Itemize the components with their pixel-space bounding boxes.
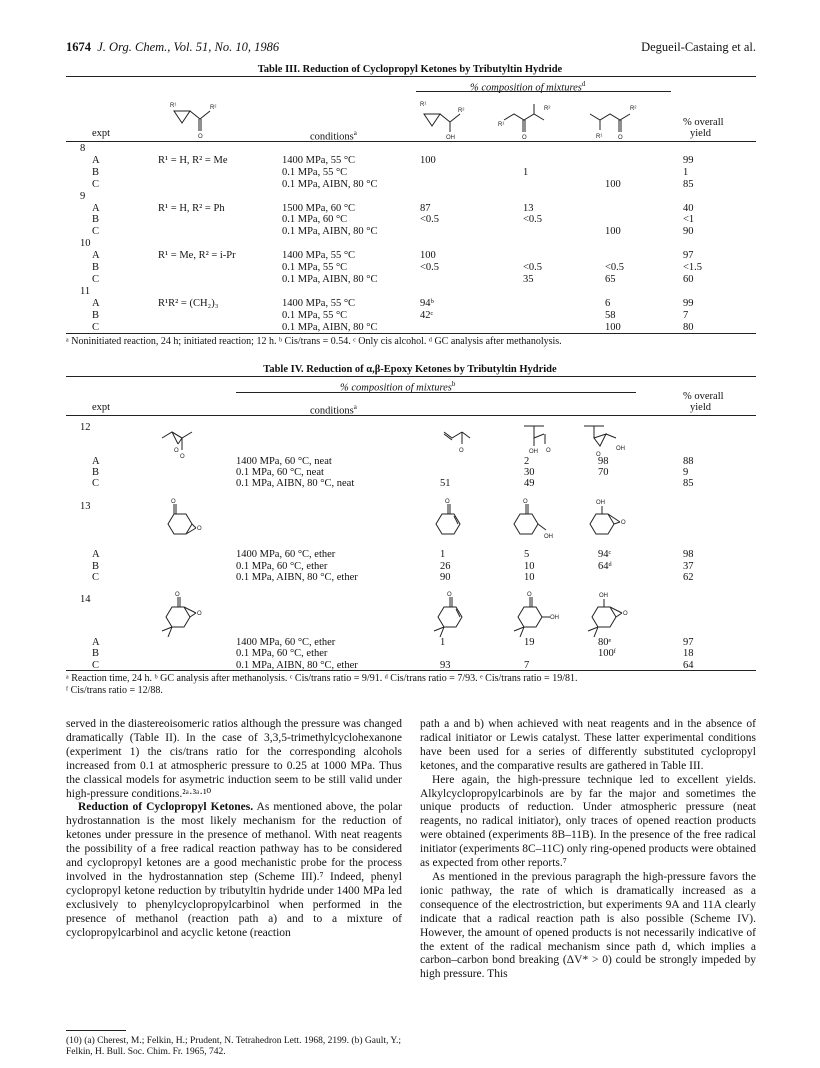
oh-label: OH	[616, 446, 625, 452]
table4-conditions-cell: 0.1 MPa, 60 °C, ether	[236, 648, 328, 659]
table4-yield-cell: 97	[683, 637, 694, 648]
table3-h-yield2: yield	[690, 128, 711, 139]
expt14-product2-structure	[510, 593, 570, 643]
table4-product2-cell: 49	[524, 478, 535, 489]
expt12-product1-structure	[440, 420, 480, 460]
table4-product2-cell: 2	[524, 456, 530, 467]
oh-label: OH	[599, 593, 608, 599]
table4-yield-cell: 37	[683, 561, 694, 572]
table3-expt-cell: A	[92, 154, 100, 166]
table4-conditions-cell: 1400 MPa, 60 °C, ether	[236, 549, 336, 560]
table4-yield-cell: 85	[683, 478, 694, 489]
right-paragraph-3: As mentioned in the previous paragraph the high-pressure favors the ionic pathway, the rate of which is dramatically increased as a consequence of the electrostriction, but experiments 9A and 11A clearly indicate that a radical reaction path is also possible (Scheme IV). However, the amount of opened products is not necessarily indicative of the extent of the radical mechanism since path d, which implies a carbon–carbon bond breaking (ΔV* > 0) could be strongly impeded by high pressure. This	[420, 870, 756, 981]
journal-citation: J. Org. Chem., Vol. 51, No. 10, 1986	[97, 40, 280, 54]
table4-product1-cell: 90	[440, 572, 451, 583]
table3-expt-cell: B	[92, 309, 100, 321]
table3-product3-cell: 100	[605, 226, 621, 238]
table3-expt-cell: 9	[80, 190, 86, 202]
table4-yield-cell: 18	[683, 648, 694, 659]
table4-product2-cell: 5	[524, 549, 530, 560]
table3-top-rule	[66, 76, 756, 77]
table3-caption: Table III. Reduction of Cyclopropyl Ketones by Tributyltin Hydride	[257, 64, 563, 75]
table3-expt-cell: 11	[80, 285, 91, 297]
table4-expt-cell: C	[92, 660, 100, 671]
left-paragraph-1: served in the diastereoisomeric ratios although the pressure was changed dramatically (Table II). In the case of 3,3,5-trimethylcyclohexanone (experiment 1) the cis/trans ratio for the corresponding alcohols increased from 0.1 at atmospheric pressure to 0.25 at 1000 MPa. Thus the classical models for asymetric induction seem to be still valid under high-pressure conditions.²ᵃ·³ᵃ·¹⁰	[66, 718, 402, 800]
table4-yield-cell: 9	[683, 467, 689, 478]
section-heading: Reduction of Cyclopropyl Ketones.	[78, 801, 254, 814]
table4-conditions-cell: 1400 MPa, 60 °C, ether	[236, 637, 336, 648]
table3-expt-cell: C	[92, 178, 100, 190]
table4-product2-cell: 10	[524, 572, 535, 583]
table4-yield-cell: 64	[683, 660, 694, 671]
table4-product1-cell: 93	[440, 660, 451, 671]
table4-product3-cell: 100ᶠ	[598, 648, 616, 659]
table3-product3-cell: 100	[605, 321, 621, 333]
table4-group-sup: b	[451, 380, 456, 388]
oh-label: OH	[596, 500, 605, 506]
table3-expt-cell: B	[92, 214, 100, 226]
table3-product1-structure	[418, 96, 478, 141]
table4-expt-cell: B	[92, 467, 100, 478]
table3-conditions-cell: 0.1 MPa, 55 °C	[282, 262, 348, 273]
o-label: O	[197, 611, 202, 617]
table3-expt-cell: 8	[80, 143, 86, 154]
table3-conditions-cell: 1400 MPa, 55 °C	[282, 297, 356, 309]
table3-yield-cell: 7	[683, 309, 689, 321]
table3-expt-cell: C	[92, 226, 100, 238]
oh-label: OH	[544, 534, 553, 540]
table4-h-cond-sup: a	[353, 403, 357, 411]
left-column	[66, 718, 402, 941]
table4-conditions-cell: 0.1 MPa, AIBN, 80 °C, neat	[236, 478, 355, 489]
table4-group-rule	[236, 392, 636, 393]
table3-h-yield1: % overall	[683, 117, 724, 128]
left-paragraph-2	[66, 801, 402, 940]
table3-conditions-cell: 1400 MPa, 55 °C	[282, 250, 356, 262]
table4-product2-cell: 30	[524, 467, 535, 478]
table3-product3-cell: 58	[605, 309, 616, 321]
table4-product3-cell: 70	[598, 467, 609, 478]
table3-conditions-cell: 1500 MPa, 60 °C	[282, 202, 356, 214]
expt12-product3-structure	[580, 420, 630, 460]
table3-label-cell: R¹ = H, R² = Me	[158, 154, 228, 166]
table3-conditions-cell: 1400 MPa, 55 °C	[282, 154, 356, 166]
page-number: 1674	[66, 40, 91, 54]
table3-yield-cell: <1.5	[683, 262, 703, 273]
table4-conditions-cell: 1400 MPa, 60 °C, neat	[236, 456, 332, 467]
table3-yield-cell: 40	[683, 202, 694, 214]
table4-expt-cell: 14	[80, 594, 91, 605]
r1-label: R¹	[420, 102, 427, 108]
o-label: O	[175, 592, 180, 598]
table3-product3-structure	[584, 100, 654, 140]
table3-product2-cell: 13	[523, 202, 534, 214]
reference-rule	[66, 1030, 126, 1031]
r1-label: R¹	[596, 134, 603, 140]
table3-yield-cell: 99	[683, 154, 694, 166]
table4-product1-cell: 51	[440, 478, 451, 489]
expt13-product3-structure	[586, 500, 636, 550]
table4-h-cond-text: conditions	[310, 405, 354, 417]
table4-product2-cell: 10	[524, 561, 535, 572]
table3-product2-structure	[498, 100, 568, 140]
o-label: O	[527, 592, 532, 598]
table3-conditions-cell: 0.1 MPa, AIBN, 80 °C	[282, 226, 378, 238]
table3-expt-cell: C	[92, 321, 100, 333]
table4-expt-cell: A	[92, 456, 100, 467]
table3-product1-cell: <0.5	[420, 262, 440, 273]
o-label: O	[596, 452, 601, 458]
o-label: O	[171, 499, 176, 505]
table3-footnote: ᵃ Noninitiated reaction, 24 h; initiated reaction; 12 h. ᵇ Cis/trans = 0.54. ᶜ Only cis alcohol. ᵈ GC analysis after methanolysis.	[66, 336, 562, 347]
table3-group-sup: d	[581, 80, 586, 88]
table4-expt-cell: A	[92, 549, 100, 560]
table3-h-cond-sup: a	[353, 129, 357, 137]
r1-label: R¹	[498, 122, 505, 128]
oh-label: OH	[529, 449, 538, 455]
oh-label: OH	[446, 135, 455, 141]
o-label: O	[180, 454, 185, 460]
table4-yield-cell: 62	[683, 572, 694, 583]
table3-expt-cell: B	[92, 262, 100, 273]
table4-expt-cell: C	[92, 572, 100, 583]
table4-h-expt: expt	[92, 402, 111, 413]
r2-label: R²	[630, 106, 637, 112]
o-label: O	[523, 499, 528, 505]
table3-reactant-structure	[168, 97, 228, 140]
expt13-reactant-structure	[160, 500, 210, 550]
table3-conditions-cell: 0.1 MPa, 55 °C	[282, 309, 348, 321]
table4-group-text: % composition of mixtures	[340, 382, 452, 394]
table3-label-cell: R¹R² = (CH₂)₃	[158, 297, 219, 309]
table3-expt-cell: 10	[80, 238, 91, 250]
table3-yield-cell: 97	[683, 250, 694, 262]
right-paragraph-2: Here again, the high-pressure technique led to excellent yields. Alkylcyclopropylcarbinols are by far the major and sometimes the unique products of reduction. Under atmospheric pressure (neat reagents, no radical initiator), only traces of opened reaction products were obtained (experiments 8B–11B). In the presence of the free radical initiator (experiments 8C–11C) only ring-opened products were obtained as expected from other reports.⁷	[420, 773, 756, 870]
o-label: O	[445, 499, 450, 505]
table4-footnote-line2: ᶠ Cis/trans ratio = 12/88.	[66, 685, 163, 696]
table3-label-cell: R¹ = H, R² = Ph	[158, 202, 225, 214]
table3-expt-cell: A	[92, 297, 100, 309]
table4-product1-cell: 26	[440, 561, 451, 572]
table4-yield-cell: 98	[683, 549, 694, 560]
table3-yield-cell: 99	[683, 297, 694, 309]
table3-yield-cell: 85	[683, 178, 694, 190]
o-label: O	[197, 526, 202, 532]
right-paragraph-1: path a and b) when achieved with neat reagents and in the absence of radical initiator or Lewis catalyst. These latter experimental conditions have been used for a series of differently substituted cyclopropyl ketones, and the comparative results are gathered in Table III.	[420, 718, 756, 772]
o-label: O	[522, 135, 527, 141]
table4-expt-cell: 13	[80, 501, 91, 512]
table4-bottom-rule	[66, 670, 756, 671]
table3-product3-cell: 100	[605, 178, 621, 190]
table3-conditions-cell: 0.1 MPa, 60 °C	[282, 214, 348, 226]
r1-label: R¹	[170, 103, 177, 109]
r2-label: R²	[544, 106, 551, 112]
table4-expt-cell: 12	[80, 422, 91, 433]
table3-yield-cell: 90	[683, 226, 694, 238]
table4-conditions-cell: 0.1 MPa, AIBN, 80 °C, ether	[236, 660, 358, 671]
table3-product1-cell: 94ᵇ	[420, 297, 434, 309]
table4-product3-cell: 64ᵈ	[598, 561, 612, 572]
table4-product3-cell: 94ᶜ	[598, 549, 612, 560]
table3-conditions-cell: 0.1 MPa, AIBN, 80 °C	[282, 321, 378, 333]
table4-h-yield2: yield	[690, 402, 711, 413]
table3-yield-cell: <1	[683, 214, 695, 226]
table4-h-yield1: % overall	[683, 391, 724, 402]
table3-product3-cell: 65	[605, 273, 616, 285]
expt12-product2-structure	[520, 420, 560, 460]
table3-conditions-cell: 0.1 MPa, 55 °C	[282, 166, 348, 178]
o-label: O	[198, 134, 203, 140]
expt12-reactant-structure	[160, 420, 210, 460]
table4-footnote-line1: ᵃ Reaction time, 24 h. ᵇ GC analysis after methanolysis. ᶜ Cis/trans ratio = 9/91. ᵈ Cis/trans ratio = 7/93. ᵉ Cis/trans ratio = 19/81.	[66, 673, 578, 684]
o-label: O	[546, 448, 551, 454]
table3-product1-cell: 42ᶜ	[420, 309, 434, 321]
table4-expt-cell: A	[92, 637, 100, 648]
table3-expt-cell: C	[92, 273, 100, 285]
table4-product3-cell: 80ᵉ	[598, 637, 612, 648]
oh-label: OH	[550, 615, 559, 621]
o-label: O	[447, 592, 452, 598]
table3-yield-cell: 60	[683, 273, 694, 285]
table3-h-expt: expt	[92, 128, 111, 139]
expt14-product3-structure	[584, 593, 644, 643]
table3-product1-cell: 100	[420, 250, 436, 262]
table3-conditions-cell: 0.1 MPa, AIBN, 80 °C	[282, 273, 378, 285]
table3-group-text: % composition of mixtures	[470, 82, 582, 94]
table3-h-cond-text: conditions	[310, 131, 354, 143]
expt14-product1-structure	[430, 593, 480, 643]
table3-group-rule	[416, 91, 671, 92]
table3-yield-cell: 1	[683, 166, 689, 178]
table3-expt-cell: A	[92, 202, 100, 214]
table4-yield-cell: 88	[683, 456, 694, 467]
table3-expt-cell: B	[92, 166, 100, 178]
table4-header-rule	[66, 415, 756, 416]
table3-expt-cell: A	[92, 250, 100, 262]
table3-conditions-cell: 0.1 MPa, AIBN, 80 °C	[282, 178, 378, 190]
table4-conditions-cell: 0.1 MPa, AIBN, 80 °C, ether	[236, 572, 358, 583]
expt13-product1-structure	[432, 500, 472, 550]
table4-product3-cell: 98	[598, 456, 609, 467]
table3-yield-cell: 80	[683, 321, 694, 333]
right-column	[420, 718, 756, 982]
o-label: O	[618, 135, 623, 141]
table4-product1-cell: 1	[440, 637, 446, 648]
reference-10: (10) (a) Cherest, M.; Felkin, H.; Prudent, N. Tetrahedron Lett. 1968, 2199. (b) Gault, Y.; Felkin, H. Bull. Soc. Chim. Fr. 1965, 742.	[66, 1036, 402, 1057]
table3-bottom-rule	[66, 333, 756, 334]
table3-product1-cell: 87	[420, 202, 431, 214]
table3-product3-cell: 6	[605, 297, 611, 309]
table4-top-rule	[66, 376, 756, 377]
table4-product2-cell: 19	[524, 637, 535, 648]
table4-expt-cell: B	[92, 648, 100, 659]
o-label: O	[621, 520, 626, 526]
table3-product1-cell: <0.5	[420, 214, 440, 226]
r2-label: R²	[210, 105, 217, 111]
expt14-reactant-structure	[158, 593, 218, 643]
o-label: O	[459, 448, 464, 454]
table3-product1-cell: 100	[420, 154, 436, 166]
table4-conditions-cell: 0.1 MPa, 60 °C, neat	[236, 467, 324, 478]
left-paragraph-2-text: As mentioned above, the polar hydrostannation is the most likely mechanism for the reduction of ketones under pressure in the presence of methanol. With neat reagents the possibility of a free radical reaction pathway has to be considered and cyclopropyl ketones are a good mechanistic probe for the process involved in the hydrostannation step (Scheme III).⁷ Indeed, phenyl cyclopropyl ketone reduction by tributyltin hydride under 1400 MPa led exclusively to phenylcyclopropylcarbinol when performed in the presence of methanol (reaction path a) and to a mixture of cyclopropylcarbinol and acyclic ketone (reaction	[66, 801, 402, 939]
o-label: O	[174, 448, 179, 454]
table3-product2-cell: 35	[523, 273, 534, 285]
table3-label-cell: R¹ = Me, R² = i-Pr	[158, 250, 236, 262]
o-label: O	[623, 611, 628, 617]
table3-product2-cell: 1	[523, 166, 529, 178]
table4-product2-cell: 7	[524, 660, 530, 671]
table4-product1-cell: 1	[440, 549, 446, 560]
table3-product3-cell: <0.5	[605, 262, 625, 273]
r2-label: R²	[458, 108, 465, 114]
table4-caption: Table IV. Reduction of α,β-Epoxy Ketones by Tributyltin Hydride	[263, 364, 557, 375]
table4-expt-cell: B	[92, 561, 100, 572]
table3-product2-cell: <0.5	[523, 214, 543, 226]
expt13-product2-structure	[510, 500, 560, 550]
table3-product2-cell: <0.5	[523, 262, 543, 273]
table3-header-rule	[66, 141, 756, 142]
table4-expt-cell: C	[92, 478, 100, 489]
table4-conditions-cell: 0.1 MPa, 60 °C, ether	[236, 561, 328, 572]
author-names: Degueil-Castaing et al.	[641, 40, 756, 54]
